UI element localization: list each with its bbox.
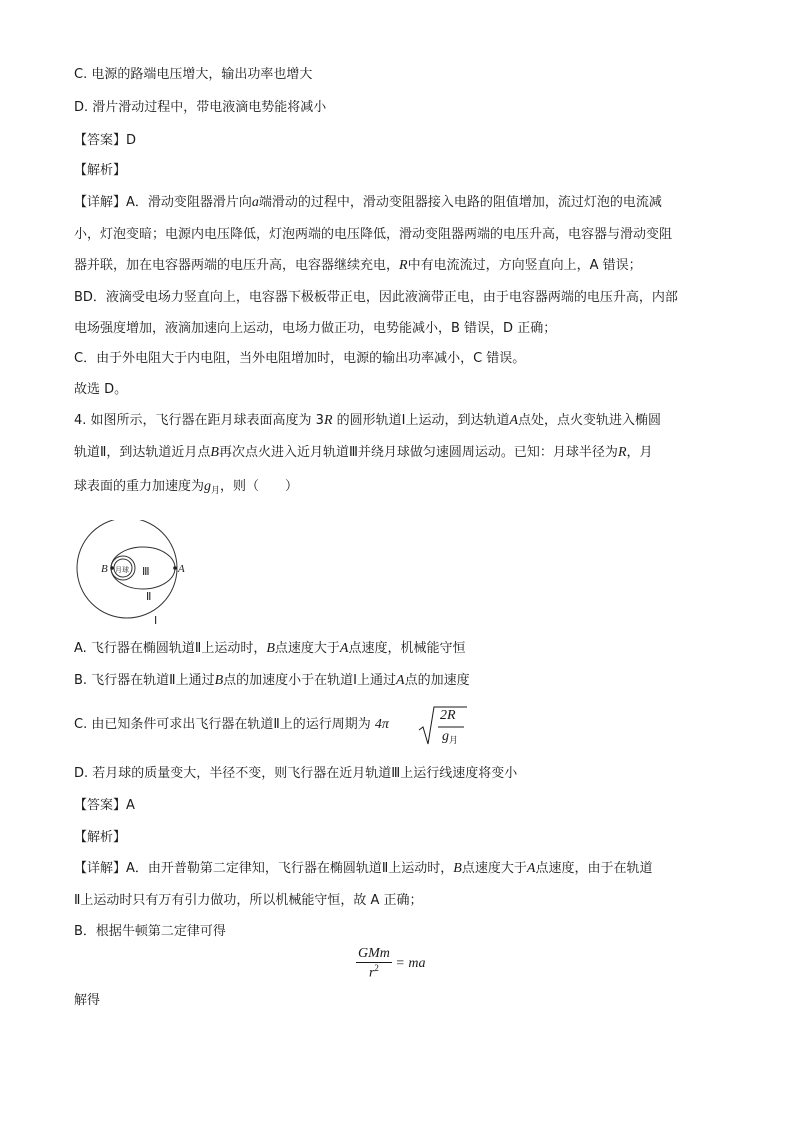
option-c-prev: C. 电源的路端电压增大，输出功率也增大 [74, 67, 313, 82]
newton-formula: $\frac{\text{GMm}}{r^2}$ = ma [358, 946, 426, 981]
sqrt-denominator: $g_月$ [442, 729, 459, 746]
question-4-line-3: 球表面的重力加速度为$g_月$，则（ ） [74, 479, 299, 496]
detail-line-3: 器并联，加在电容器两端的电压升高，电容器继续充电，R中有电流流过，方向竖直向上，A 错误； [74, 258, 642, 273]
detail-line-2: 小，灯泡变暗；电源内电压降低，灯泡两端的电压降低，滑动变阻器两端的电压升高，电容器与滑动变阻 [74, 227, 673, 242]
option-b: B. 飞行器在轨道Ⅱ上通过B点的加速度小于在轨道Ⅰ上通过A点的加速度 [74, 673, 470, 688]
detail-line-5: 电场强度增加，液滴加速向上运动，电场力做正功，电势能减小，B 错误，D 正确； [74, 321, 557, 336]
label-b: B [101, 563, 108, 575]
period-coefficient: 4π [374, 717, 389, 732]
answer-label-1: 【答案】D [74, 133, 137, 148]
analysis-label-2: 【解析】 [74, 830, 127, 845]
detail-line-1: 【详解】A．滑动变阻器滑片向a端滑动的过程中，滑动变阻器接入电路的阻值增加，流过灯泡的电流减 [74, 195, 662, 210]
detail-line-4: BD．液滴受电场力竖直向上，电容器下极板带正电，因此液滴带正电，由于电容器两端的电压升高，内部 [74, 290, 678, 305]
conclusion-1: 故选 D。 [74, 382, 128, 397]
label-a: A [178, 563, 185, 575]
label-ii: Ⅱ [146, 591, 152, 603]
solve-label: 解得 [74, 993, 101, 1008]
question-4-line-2: 轨道Ⅱ，到达轨道近月点B再次点火进入近月轨道Ⅲ并绕月球做匀速圆周运动。已知：月球半径为R，月 [74, 445, 653, 460]
orbit-diagram [74, 520, 214, 630]
period-sqrt [418, 704, 468, 748]
analysis-label-1: 【解析】 [74, 163, 127, 178]
point-b [110, 566, 114, 570]
label-i: Ⅰ [154, 615, 158, 627]
option-d: D. 若月球的质量变大，半径不变，则飞行器在近月轨道Ⅲ上运行线速度将变小 [74, 766, 518, 781]
sqrt-numerator: 2R [440, 708, 456, 723]
option-a: A. 飞行器在椭圆轨道Ⅱ上运动时，B点速度大于A点速度，机械能守恒 [74, 641, 466, 656]
label-iii: Ⅲ [142, 566, 150, 578]
option-c: C. 由已知条件可求出飞行器在轨道Ⅱ上的运行周期为 4π [74, 717, 389, 732]
formula-fraction: $\frac{\text{GMm}}{r^2}$ [358, 946, 390, 981]
detail2-line-1: 【详解】A．由开普勒第二定律知，飞行器在椭圆轨道Ⅱ上运动时，B点速度大于A点速度，由于在轨道 [74, 861, 653, 876]
detail2-line-3: B．根据牛顿第二定律可得 [74, 924, 226, 939]
option-d-prev: D. 滑片滑动过程中，带电液滴电势能将减小 [74, 100, 327, 115]
answer-label-2: 【答案】A [74, 798, 135, 813]
point-a [173, 566, 177, 570]
detail2-line-2: Ⅱ上运动时只有万有引力做功，所以机械能守恒，故 A 正确； [74, 893, 423, 908]
question-4-line-1: 4. 如图所示，飞行器在距月球表面高度为 3R 的圆形轨道Ⅰ上运动，到达轨道A点处，点火变轨进入椭圆 [74, 413, 662, 428]
detail-line-6: C．由于外电阻大于内电阻，当外电阻增加时，电源的输出功率减小，C 错误。 [74, 351, 526, 366]
label-moon: 月球 [115, 566, 129, 574]
